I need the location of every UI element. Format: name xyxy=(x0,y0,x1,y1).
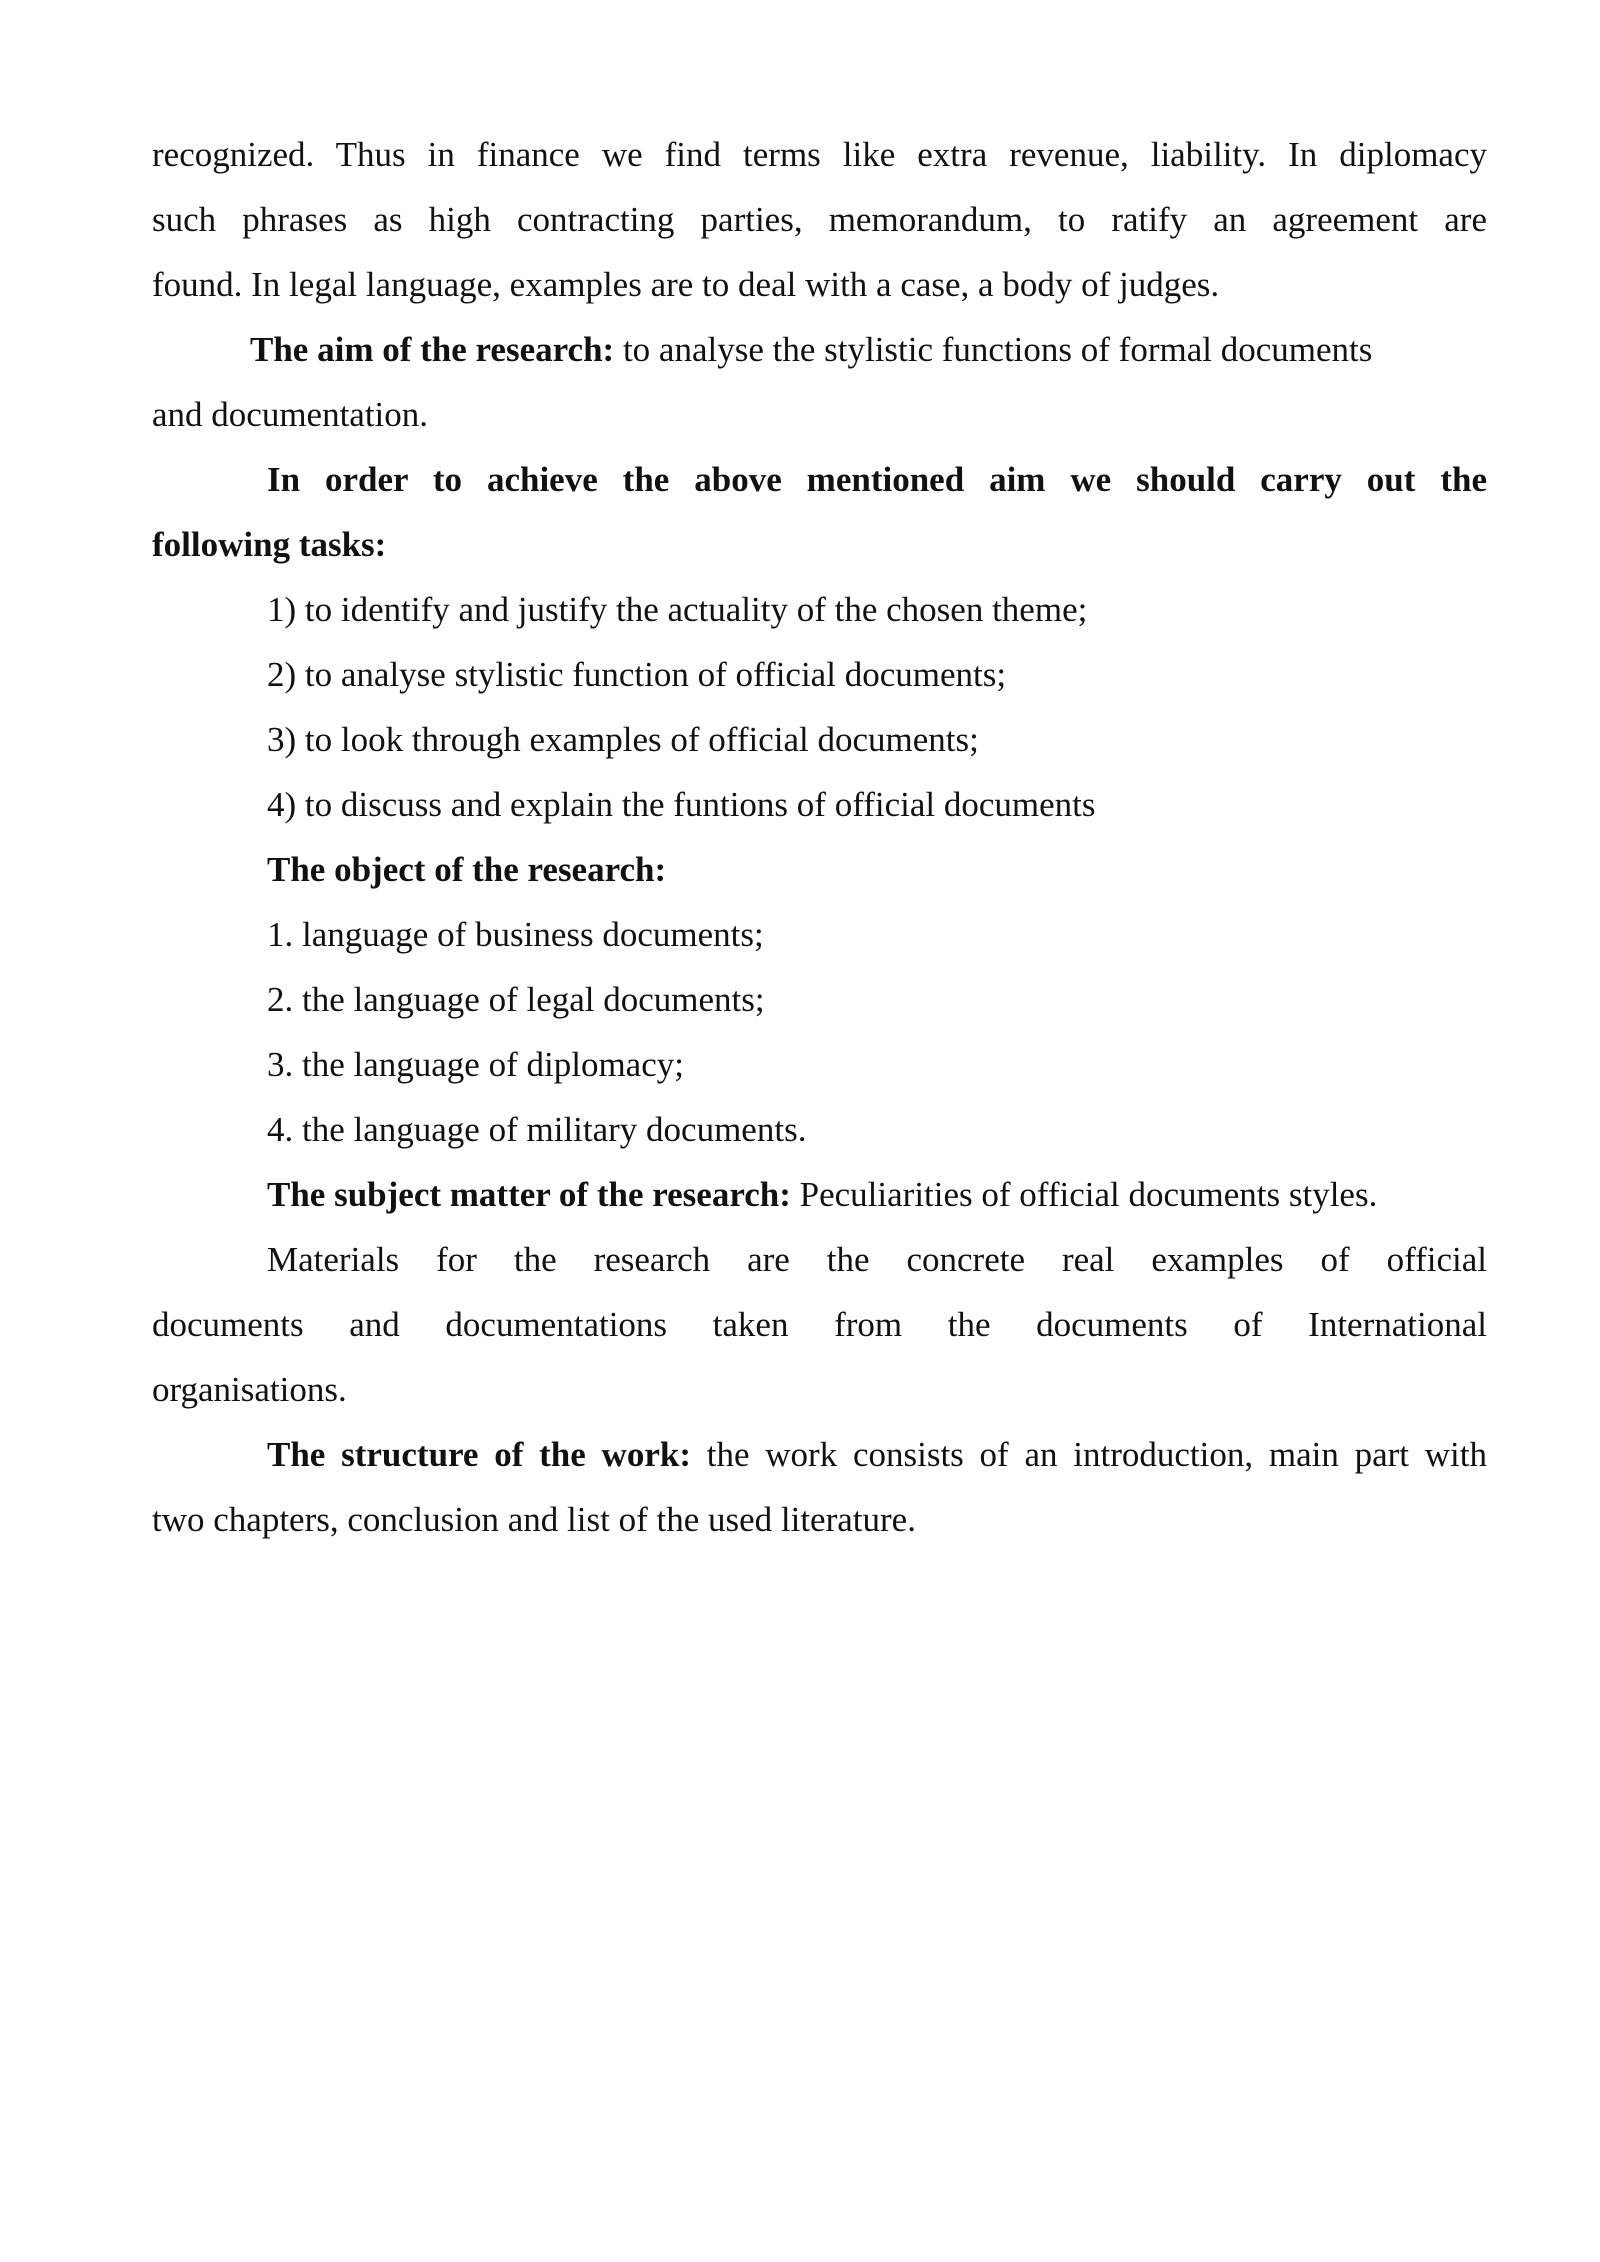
paragraph-intro-line-3: found. In legal language, examples are to deal with a case, a body of judges. xyxy=(152,265,1220,304)
aim-label: The aim of the research: xyxy=(250,330,615,369)
task-item: 2) to analyse stylistic function of official documents; xyxy=(267,655,1007,694)
structure-line-2: two chapters, conclusion and list of the used literature. xyxy=(152,1500,916,1539)
structure-label: The structure of the work: xyxy=(267,1435,691,1474)
tasks-intro-line-2 xyxy=(152,512,1487,577)
structure-line-1 xyxy=(152,1422,1487,1487)
paragraph-intro-line-2: such phrases as high contracting parties, memorandum, to ratify an agreement are xyxy=(152,200,1487,239)
structure-text: the work consists of an introduction, main part with xyxy=(690,1435,1487,1474)
paragraph-intro-line-1: recognized. Thus in finance we find terms like extra revenue, liability. In diplomacy xyxy=(152,135,1487,174)
aim-line-1 xyxy=(152,317,1487,382)
object-item: 1. language of business documents; xyxy=(267,915,764,954)
object-item: 2. the language of legal documents; xyxy=(267,980,765,1019)
aim-line-2: and documentation. xyxy=(152,395,429,434)
object-heading xyxy=(152,837,1487,902)
tasks-intro-line-1 xyxy=(152,447,1487,512)
task-item: 4) to discuss and explain the funtions of official documents xyxy=(267,785,1096,824)
materials-line-1: Materials for the research are the concrete real examples of official xyxy=(267,1240,1487,1279)
materials-line-3: organisations. xyxy=(152,1370,347,1409)
materials-line-2: documents and documentations taken from the documents of International xyxy=(152,1305,1487,1344)
object-label: The object of the research: xyxy=(267,850,667,889)
aim-text: to analyse the stylistic functions of formal documents xyxy=(614,330,1373,369)
subject-line xyxy=(152,1162,1487,1227)
task-item: 1) to identify and justify the actuality of the chosen theme; xyxy=(267,590,1088,629)
tasks-intro-text: In order to achieve the above mentioned aim we should carry out the xyxy=(267,460,1487,499)
task-item: 3) to look through examples of official documents; xyxy=(267,720,979,759)
tasks-intro-tail: following tasks: xyxy=(152,525,387,564)
subject-text: Peculiarities of official documents styles. xyxy=(790,1175,1378,1214)
object-item: 4. the language of military documents. xyxy=(267,1110,807,1149)
subject-label: The subject matter of the research: xyxy=(267,1175,791,1214)
object-item: 3. the language of diplomacy; xyxy=(267,1045,684,1084)
document-page xyxy=(152,122,1487,1552)
